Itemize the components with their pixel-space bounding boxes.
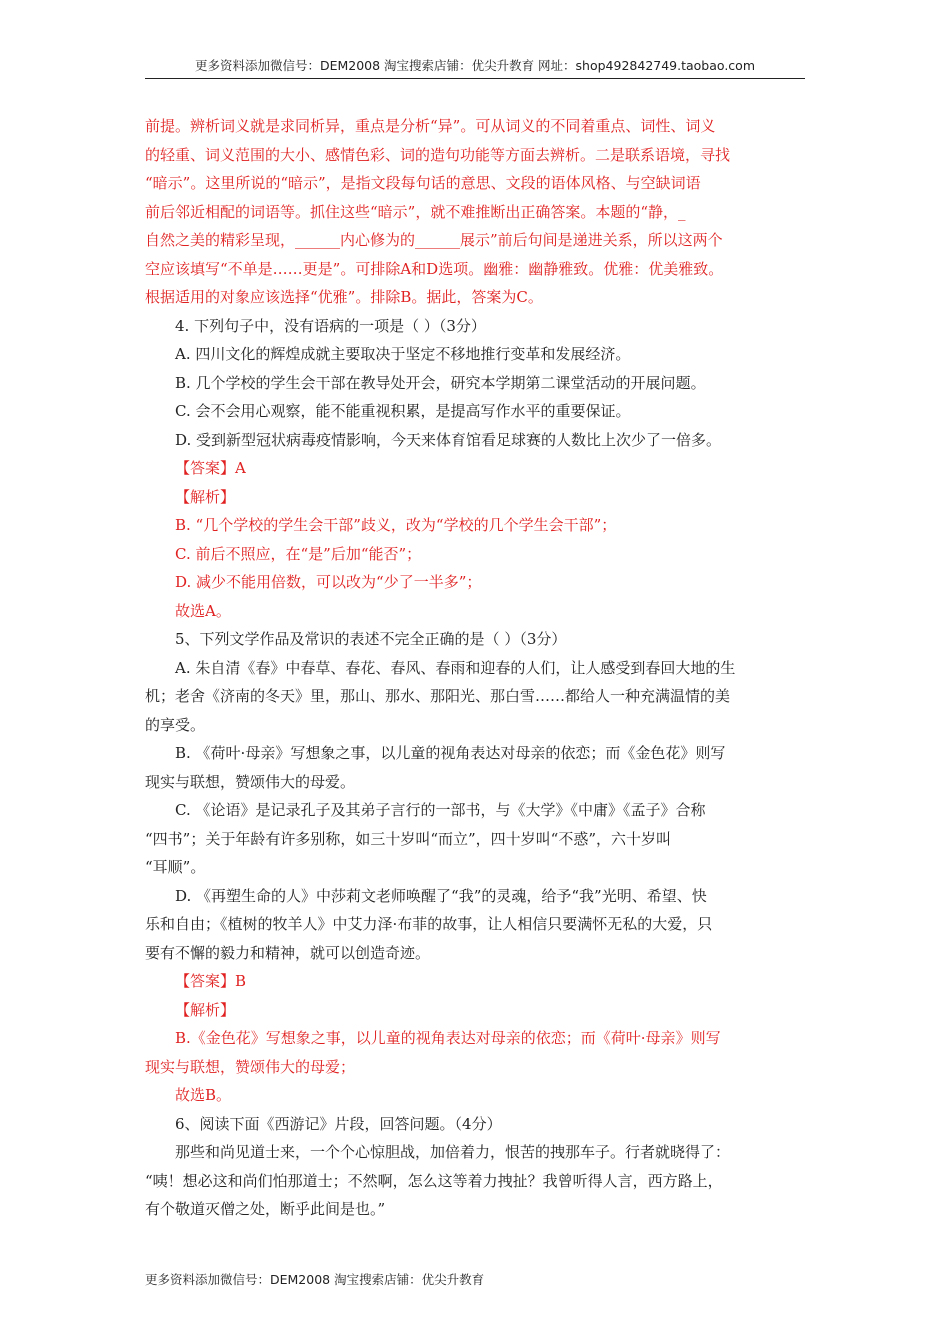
text-line: A. 四川文化的辉煌成就主要取决于坚定不移地推行变革和发展经济。 (175, 345, 631, 363)
text-line: 【解析】 (175, 487, 236, 506)
text-line: “耳顺”。 (145, 858, 206, 876)
text-line: 故选A。 (175, 601, 231, 620)
text-line: 前后邻近相配的词语等。抓住这些“暗示”，就不难推断出正确答案。本题的“静，_ (145, 202, 686, 221)
text-line: B. 《荷叶·母亲》写想象之事，以儿童的视角表达对母亲的依恋；而《金色花》则写 (175, 744, 726, 762)
text-line: “四书”；关于年龄有许多别称，如三十岁叫“而立”，四十岁叫“不惑”，六十岁叫 (145, 829, 672, 848)
text-line: “暗示”。这里所说的“暗示”，是指文段每句话的意思、文段的语体风格、与空缺词语 (145, 174, 701, 192)
text-line: D. 受到新型冠状病毒疫情影响，今天来体育馆看足球赛的人数比上次少了一倍多。 (175, 430, 722, 449)
text-line: 现实与联想，赞颂伟大的母爱； (145, 1057, 356, 1076)
text-line: 根据适用的对象应该选择“优雅”。排除B。据此，答案为C。 (145, 288, 543, 306)
text-line: 前提。辨析词义就是求同析异，重点是分析“异”。可从词义的不同着重点、词性、词义 (145, 117, 716, 135)
page-footer: 更多资料添加微信号：DEM2008 淘宝搜索店铺：优尖升教育 (145, 1272, 485, 1287)
text-line: 机；老舍《济南的冬天》里，那山、那水、那阳光、那白雪……都给人一种充满温情的美 (145, 687, 731, 705)
text-line: 空应该填写“不单是……更是”。可排除A和D选项。幽雅：幽静雅致。优雅：优美雅致。 (145, 259, 724, 278)
text-line: 6、阅读下面《西游记》片段，回答问题。（4分） (175, 1114, 502, 1133)
text-line: C. 前后不照应，在“是”后加“能否”； (175, 544, 422, 563)
text-line: B. “几个学校的学生会干部”歧义，改为“学校的几个学生会干部”； (175, 516, 617, 534)
text-line: 的轻重、词义范围的大小、感情色彩、词的造句功能等方面去辨析。二是联系语境，寻找 (145, 145, 731, 164)
text-line: 【解析】 (175, 1000, 236, 1019)
text-line: C. 《论语》是记录孔子及其弟子言行的一部书，与《大学》《中庸》《孟子》合称 (175, 801, 706, 819)
text-line: D. 减少不能用倍数，可以改为“少了一半多”； (175, 573, 482, 591)
text-line: B.《金色花》写想象之事，以儿童的视角表达对母亲的依恋；而《荷叶·母亲》则写 (175, 1029, 721, 1047)
answer-value: B (235, 972, 247, 990)
text-line: D. 《再塑生命的人》中莎莉文老师唤醒了“我”的灵魂，给予“我”光明、希望、快 (175, 886, 707, 905)
text-line: A. 朱自清《春》中春草、春花、春风、春雨和迎春的人们，让人感受到春回大地的生 (175, 658, 736, 677)
text-line: B. 几个学校的学生会干部在教导处开会，研究本学期第二课堂活动的开展问题。 (175, 373, 706, 392)
text-line: C. 会不会用心观察，能不能重视积累，是提高写作水平的重要保证。 (175, 402, 631, 420)
text-line: 要有不懈的毅力和精神，就可以创造奇迹。 (145, 943, 431, 962)
text-line: 4. 下列句子中，没有语病的一项是（ ）（3分） (175, 316, 486, 335)
answer-tag: 【答案】 (175, 972, 236, 990)
answer-value: A (235, 459, 246, 477)
text-line: 故选B。 (175, 1086, 232, 1104)
answer-line (145, 454, 807, 483)
answer-line (145, 967, 807, 996)
page-header: 更多资料添加微信号：DEM2008 淘宝搜索店铺：优尖升教育 网址：shop492842749.taobao.com (145, 56, 805, 79)
text-line: 那些和尚见道士来，一个个心惊胆战，加倍着力，恨苦的拽那车子。行者就晓得了： (175, 1143, 731, 1161)
text-line: 自然之美的精彩呈现，______内心修为的______展示”前后句间是递进关系，所以这两个 (145, 231, 723, 249)
text-line: 有个敬道灭僧之处，断乎此间是也。” (145, 1200, 386, 1218)
text-line: 的享受。 (145, 715, 206, 734)
text-line: 5、下列文学作品及常识的表述不完全正确的是（ ）（3分） (175, 630, 567, 648)
text-line: “咦！想必这和尚们怕那道士；不然啊，怎么这等着力拽扯？我曾听得人言，西方路上， (145, 1171, 723, 1190)
text-line: 现实与联想，赞颂伟大的母爱。 (145, 772, 356, 791)
answer-tag: 【答案】 (175, 459, 236, 477)
text-line: 乐和自由；《植树的牧羊人》中艾力泽·布菲的故事，让人相信只要满怀无私的大爱，只 (145, 915, 713, 933)
document-body (145, 112, 807, 1224)
